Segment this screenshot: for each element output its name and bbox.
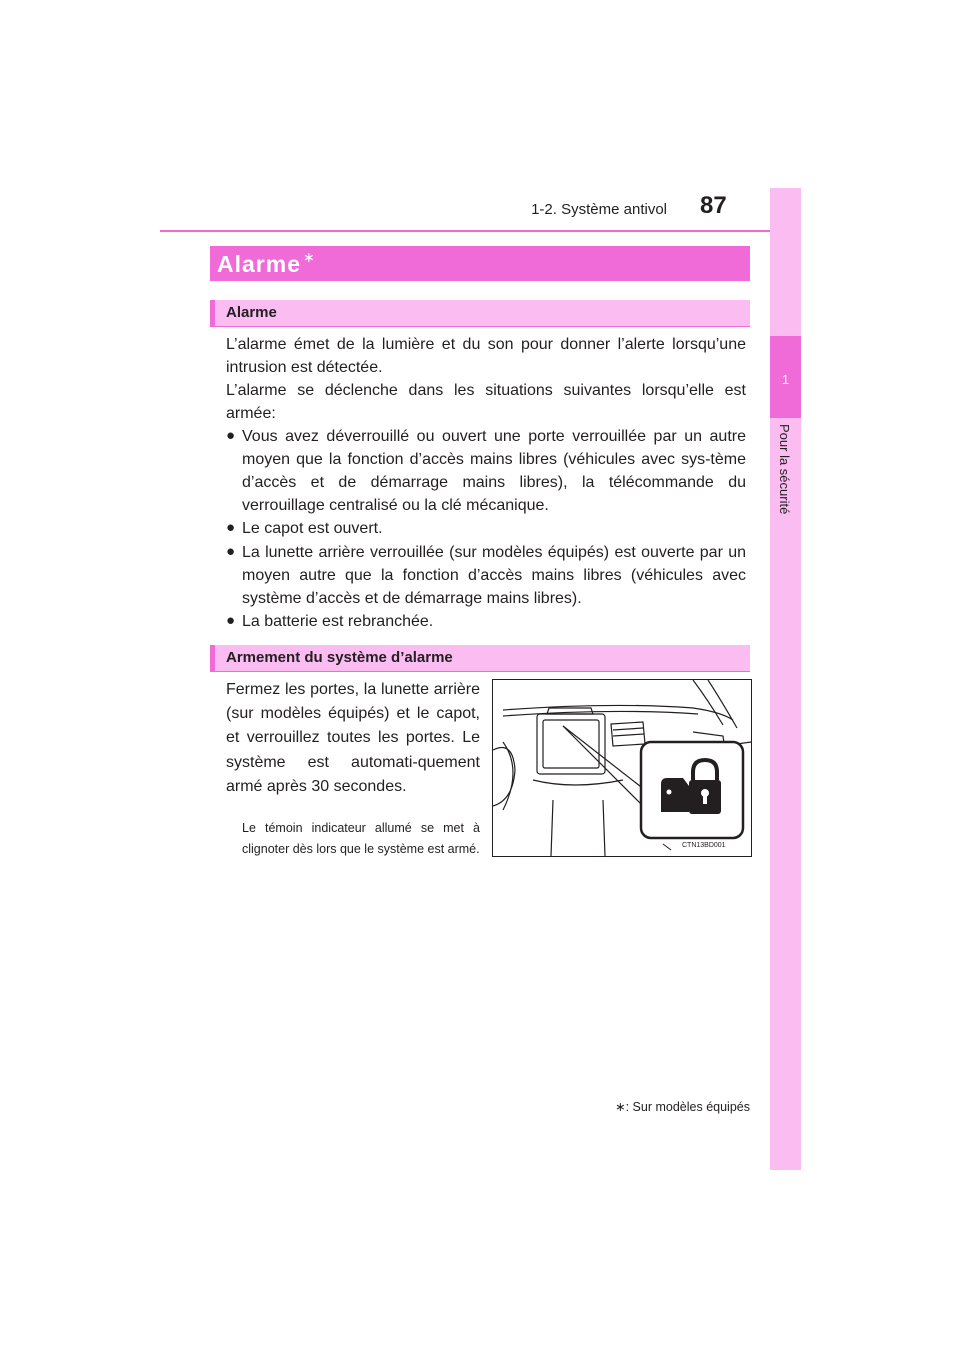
section-heading-armement (210, 645, 750, 672)
image-code: CTN13BD001 (682, 842, 726, 849)
bullet-icon: ● (226, 519, 236, 536)
section-heading-alarme (210, 300, 750, 327)
section-heading-text: Alarme (226, 304, 277, 321)
arming-instructions: Fermez les portes, la lunette arrière (sur modèles équipés) et le capot, et verrouillez toutes les portes. Le système est automati-quement armé après 30 secondes. (226, 681, 480, 795)
header-divider (160, 230, 770, 232)
dashboard-illustration (492, 679, 752, 857)
page-number: 87 (700, 192, 727, 219)
section-heading-text: Armement du système d’alarme (226, 649, 453, 666)
indicator-note: Le témoin indicateur allumé se met à clignoter dès lors que le système est armé. (242, 821, 480, 856)
chapter-number: 1 (781, 372, 790, 387)
footnote: ∗: Sur modèles équipés (615, 1100, 750, 1114)
security-indicator-lock-icon (641, 742, 743, 838)
list-item: La lunette arrière verrouillée (sur modèles équipés) est ouverte par un moyen autre que la fonction d’accès mains libres (véhicules avec système d’accès et de démarrage mains libres). (242, 544, 746, 607)
list-item: Le capot est ouvert. (242, 520, 383, 537)
intro-paragraph: L’alarme se déclenche dans les situations suivantes lorsqu’elle est armée: (226, 382, 746, 422)
bullet-icon: ● (226, 427, 236, 444)
list-item: La batterie est rebranchée. (242, 613, 434, 630)
chapter-label: Pour la sécurité (777, 424, 792, 515)
heading-accent-bar (210, 645, 215, 671)
bullet-icon: ● (226, 543, 236, 560)
section-title: 1-2. Système antivol (531, 201, 667, 218)
intro-paragraph: L’alarme émet de la lumière et du son pour donner l’alerte lorsqu’une intrusion est détectée. (226, 336, 746, 376)
heading-accent-bar (210, 300, 215, 326)
page-title: Alarme (217, 251, 301, 277)
list-item: Vous avez déverrouillé ou ouvert une porte verrouillée par un autre moyen que la fonction d’accès mains libres (véhicules avec sys-tème d’accès et de démarrage mains libres), la télécommande du verrouillage centralisé ou la clé mécanique. (242, 428, 746, 514)
equipped-models-marker: ∗ (303, 249, 315, 265)
bullet-icon: ● (226, 612, 236, 629)
